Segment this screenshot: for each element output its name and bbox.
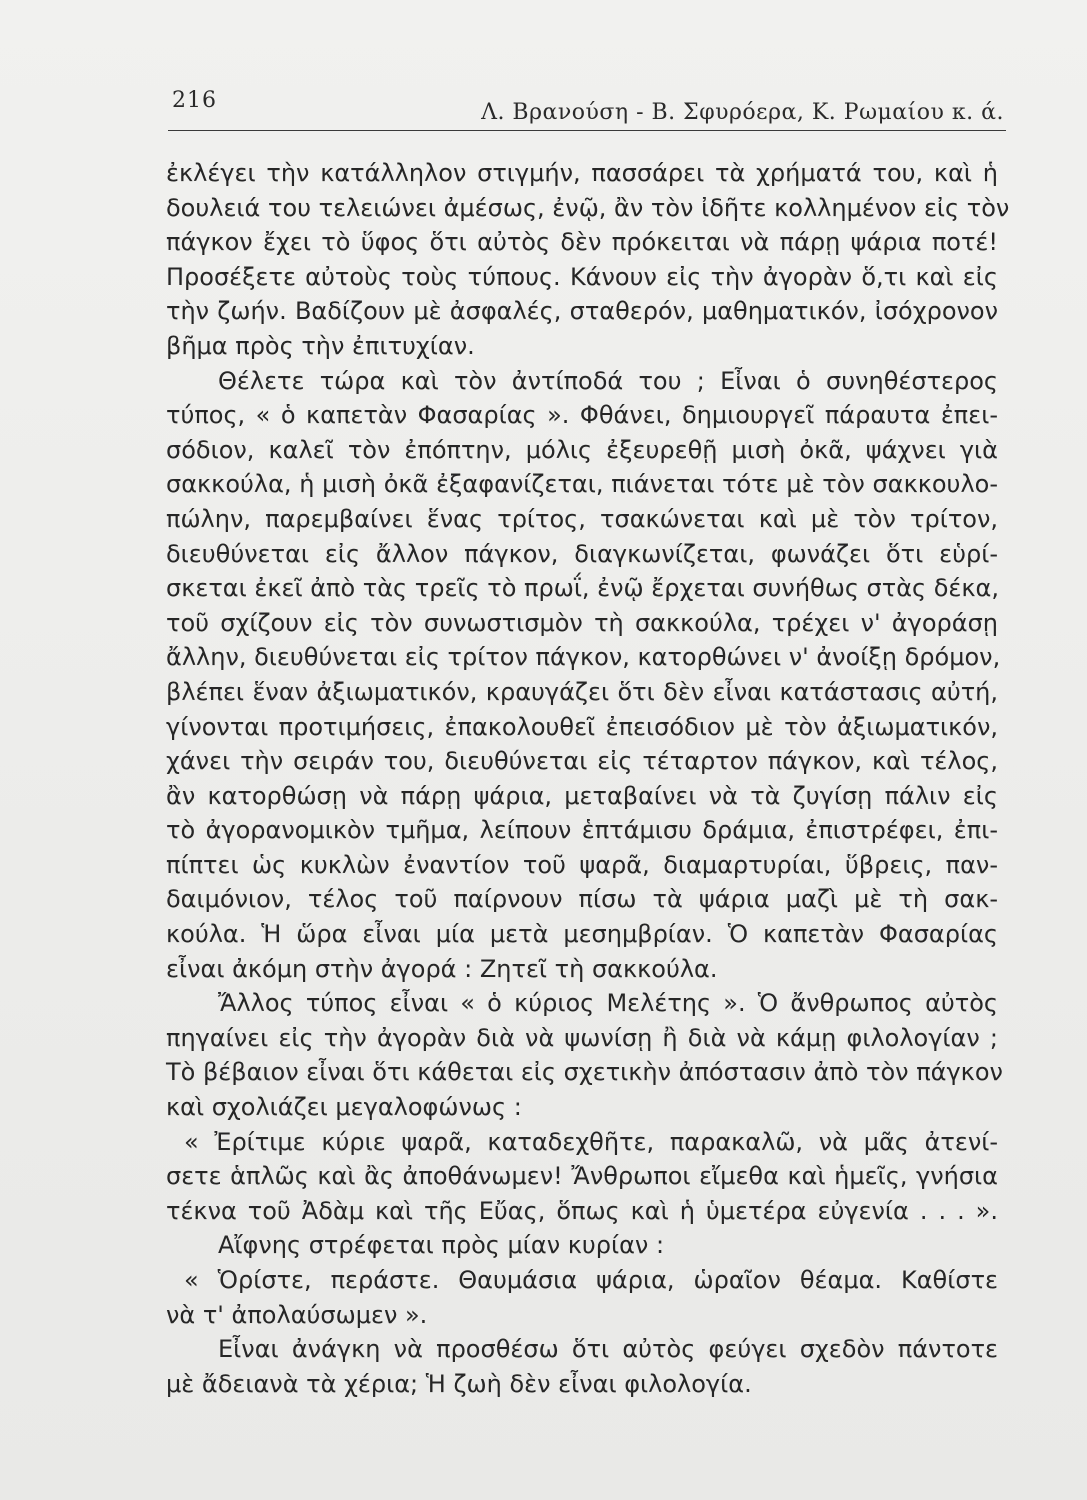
text-line: « Ὁρίστε, περάστε. Θαυμάσια ψάρια, ὡραῖον θέαμα. Καθίστε: [184, 1266, 998, 1294]
text-line: εἶναι ἀκόμη στὴν ἀγορά : Ζητεῖ τὴ σακκούλα.: [166, 954, 718, 983]
text-line: τὸ ἀγορανομικὸν τμῆμα, λείπουν ἑπτάμισυ δράμια, ἐπιστρέφει, ἐπι-: [166, 816, 998, 845]
text-line: Ἄλλος τύπος εἶναι « ὁ κύριος Μελέτης ». Ὁ ἄνθρωπος αὐτὸς: [218, 989, 998, 1018]
text-line: καὶ σχολιάζει μεγαλοφώνως :: [166, 1093, 522, 1122]
text-line: μὲ ἄδειανὰ τὰ χέρια; Ἡ ζωὴ δὲν εἶναι φιλολογία.: [166, 1369, 752, 1398]
text-line: πηγαίνει εἰς τὴν ἀγορὰν διὰ νὰ ψωνίσῃ ἢ διὰ νὰ κάμῃ φιλολογίαν ;: [166, 1023, 998, 1052]
text-line: δουλειά του τελειώνει ἀμέσως, ἐνῷ, ἂν τὸν ἰδῆτε κολλημένον εἰς τὸν: [166, 193, 1010, 222]
text-line: « Ἐρίτιμε κύριε ψαρᾶ, καταδεχθῆτε, παρακαλῶ, νὰ μᾶς ἀτενί-: [184, 1127, 998, 1156]
text-line: σκεται ἐκεῖ ἀπὸ τὰς τρεῖς τὸ πρωΐ, ἐνῷ ἔρχεται συνήθως στὰς δέκα,: [166, 574, 999, 603]
text-line: διευθύνεται εἰς ἄλλον πάγκον, διαγκωνίζεται, φωνάζει ὅτι εὑρί-: [166, 539, 998, 568]
text-line: Τὸ βέβαιον εἶναι ὅτι κάθεται εἰς σχετικὴν ἀπόστασιν ἀπὸ τὸν πάγκον: [166, 1058, 1003, 1087]
text-line: τοῦ σχίζουν εἰς τὸν συνωστισμὸν τὴ σακκούλα, τρέχει ν' ἀγοράσῃ: [166, 608, 998, 637]
text-line: σετε ἁπλῶς καὶ ἂς ἀποθάνωμεν! Ἄνθρωποι εἴμεθα καὶ ἡμεῖς, γνήσια: [166, 1162, 998, 1191]
text-line: πίπτει ὡς κυκλὼν ἐναντίον τοῦ ψαρᾶ, διαμαρτυρίαι, ὕβρεις, παν-: [166, 850, 998, 879]
text-line: πάγκον ἔχει τὸ ὕφος ὅτι αὐτὸς δὲν πρόκειται νὰ πάρῃ ψάρια ποτέ!: [166, 228, 998, 257]
text-line: τέκνα τοῦ Ἀδὰμ καὶ τῆς Εὔας, ὅπως καὶ ἡ ὑμετέρα εὐγενία . . . ».: [166, 1196, 998, 1225]
text-line: κούλα. Ἡ ὥρα εἶναι μία μετὰ μεσημβρίαν. Ὁ καπετὰν Φασαρίας: [166, 920, 998, 949]
text-line: ἄλλην, διευθύνεται εἰς τρίτον πάγκον, κατορθώνει ν' ἀνοίξῃ δρόμον,: [166, 643, 1001, 672]
text-line: γίνονται προτιμήσεις, ἐπακολουθεῖ ἐπεισόδιον μὲ τὸν ἀξιωματικόν,: [166, 712, 998, 741]
text-line: ἂν κατορθώσῃ νὰ πάρῃ ψάρια, μεταβαίνει νὰ τὰ ζυγίσῃ πάλιν εἰς: [166, 781, 998, 810]
text-line: Εἶναι ἀνάγκη νὰ προσθέσω ὅτι αὐτὸς φεύγει σχεδὸν πάντοτε: [218, 1335, 998, 1364]
running-title: Λ. Βρανούση - Β. Σφυρόερα, Κ. Ρωμαίου κ. ά.: [481, 100, 1004, 125]
text-line: σακκούλα, ἡ μισὴ ὀκᾶ ἐξαφανίζεται, πιάνεται τότε μὲ τὸν σακκουλο-: [166, 470, 998, 499]
text-line: τύπος, « ὁ καπετὰν Φασαρίας ». Φθάνει, δημιουργεῖ πάραυτα ἐπει-: [166, 401, 998, 430]
text-line: Αἴφνης στρέφεται πρὸς μίαν κυρίαν :: [218, 1231, 665, 1260]
page-number: 216: [172, 88, 217, 113]
text-line: δαιμόνιον, τέλος τοῦ παίρνουν πίσω τὰ ψάρια μαζὶ μὲ τὴ σακ-: [166, 885, 998, 914]
text-line: νὰ τ' ἀπολαύσωμεν ».: [166, 1300, 428, 1329]
text-line: Θέλετε τώρα καὶ τὸν ἀντίποδά του ; Εἶναι ὁ συνηθέστερος: [218, 366, 998, 395]
text-line: ἐκλέγει τὴν κατάλληλον στιγμήν, πασσάρει τὰ χρήματά του, καὶ ἡ: [166, 159, 998, 187]
text-line: σόδιον, καλεῖ τὸν ἐπόπτην, μόλις ἐξευρεθῇ μισὴ ὀκᾶ, ψάχνει γιὰ: [166, 435, 998, 464]
text-line: Προσέξετε αὐτοὺς τοὺς τύπους. Κάνουν εἰς τὴν ἀγορὰν ὅ,τι καὶ εἰς: [166, 262, 998, 291]
text-line: βῆμα πρὸς τὴν ἐπιτυχίαν.: [166, 331, 475, 360]
text-line: βλέπει ἕναν ἀξιωματικόν, κραυγάζει ὅτι δὲν εἶναι κατάστασις αὐτή,: [166, 677, 998, 706]
text-line: πώλην, παρεμβαίνει ἕνας τρίτος, τσακώνεται καὶ μὲ τὸν τρίτον,: [166, 504, 998, 533]
running-head: [172, 86, 1004, 126]
header-rule: [168, 130, 1006, 131]
body-text: [166, 156, 1010, 1401]
text-line: τὴν ζωήν. Βαδίζουν μὲ ἀσφαλές, σταθερόν, μαθηματικόν, ἰσόχρονον: [166, 297, 998, 326]
text-line: χάνει τὴν σειράν του, διευθύνεται εἰς τέταρτον πάγκον, καὶ τέλος,: [166, 747, 998, 776]
